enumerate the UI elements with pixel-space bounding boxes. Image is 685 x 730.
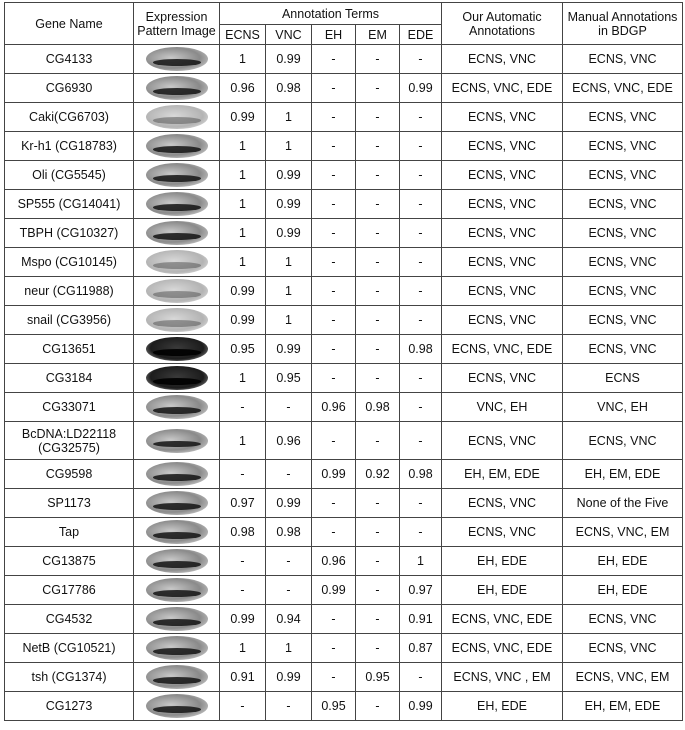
ede-header: EDE bbox=[400, 25, 442, 45]
automatic-annotation-cell: ECNS, VNC, EDE bbox=[442, 605, 563, 634]
vnc-score-cell: 0.99 bbox=[266, 663, 312, 692]
ede-score-cell: - bbox=[400, 489, 442, 518]
embryo-image bbox=[146, 163, 208, 187]
ecns-score-cell: 1 bbox=[220, 190, 266, 219]
table-row bbox=[5, 219, 683, 248]
embryo-image bbox=[146, 520, 208, 544]
automatic-annotation-cell: ECNS, VNC, EDE bbox=[442, 74, 563, 103]
ecns-score-cell: 1 bbox=[220, 248, 266, 277]
embryo-image bbox=[146, 462, 208, 486]
expression-image-cell bbox=[134, 132, 220, 161]
expression-image-cell bbox=[134, 489, 220, 518]
em-score-cell: - bbox=[356, 190, 400, 219]
ede-score-cell: - bbox=[400, 364, 442, 393]
vnc-score-cell: 0.98 bbox=[266, 74, 312, 103]
table-row bbox=[5, 422, 683, 460]
table-row bbox=[5, 605, 683, 634]
em-score-cell: - bbox=[356, 45, 400, 74]
gene-name-cell: neur (CG11988) bbox=[5, 277, 134, 306]
em-score-cell: - bbox=[356, 132, 400, 161]
table-row bbox=[5, 335, 683, 364]
vnc-score-cell: 0.99 bbox=[266, 45, 312, 74]
ecns-header: ECNS bbox=[220, 25, 266, 45]
gene-name-cell: tsh (CG1374) bbox=[5, 663, 134, 692]
automatic-annotation-cell: VNC, EH bbox=[442, 393, 563, 422]
ede-score-cell: - bbox=[400, 45, 442, 74]
ede-score-cell: - bbox=[400, 422, 442, 460]
expression-image-cell bbox=[134, 576, 220, 605]
embryo-image bbox=[146, 221, 208, 245]
expression-image-cell bbox=[134, 364, 220, 393]
embryo-image bbox=[146, 192, 208, 216]
em-score-cell: 0.98 bbox=[356, 393, 400, 422]
ecns-score-cell: - bbox=[220, 576, 266, 605]
em-score-cell: - bbox=[356, 605, 400, 634]
manual-annotation-cell: ECNS, VNC bbox=[563, 335, 683, 364]
eh-score-cell: - bbox=[312, 605, 356, 634]
eh-score-cell: - bbox=[312, 518, 356, 547]
eh-score-cell: - bbox=[312, 190, 356, 219]
automatic-annotation-cell: ECNS, VNC , EM bbox=[442, 663, 563, 692]
em-score-cell: - bbox=[356, 489, 400, 518]
eh-score-cell: - bbox=[312, 103, 356, 132]
table-row bbox=[5, 132, 683, 161]
eh-score-cell: - bbox=[312, 161, 356, 190]
gene-name-cell: CG13651 bbox=[5, 335, 134, 364]
automatic-annotation-cell: EH, EDE bbox=[442, 547, 563, 576]
gene-name-cell: Mspo (CG10145) bbox=[5, 248, 134, 277]
ecns-score-cell: 0.99 bbox=[220, 103, 266, 132]
em-score-cell: - bbox=[356, 161, 400, 190]
em-score-cell: - bbox=[356, 634, 400, 663]
eh-score-cell: - bbox=[312, 45, 356, 74]
automatic-annotations-header: Our Automatic Annotations bbox=[442, 3, 563, 45]
vnc-score-cell: 0.99 bbox=[266, 489, 312, 518]
em-score-cell: 0.95 bbox=[356, 663, 400, 692]
table-row bbox=[5, 74, 683, 103]
automatic-annotation-cell: ECNS, VNC, EDE bbox=[442, 335, 563, 364]
table-row bbox=[5, 489, 683, 518]
manual-annotation-cell: ECNS, VNC bbox=[563, 219, 683, 248]
automatic-annotation-cell: ECNS, VNC bbox=[442, 277, 563, 306]
manual-annotation-cell: ECNS, VNC bbox=[563, 634, 683, 663]
gene-name-cell: CG9598 bbox=[5, 460, 134, 489]
eh-score-cell: - bbox=[312, 306, 356, 335]
expression-image-cell bbox=[134, 663, 220, 692]
ede-score-cell: - bbox=[400, 663, 442, 692]
automatic-annotation-cell: ECNS, VNC bbox=[442, 132, 563, 161]
table-row bbox=[5, 393, 683, 422]
expression-image-cell bbox=[134, 103, 220, 132]
vnc-score-cell: 1 bbox=[266, 248, 312, 277]
table-row bbox=[5, 576, 683, 605]
automatic-annotation-cell: ECNS, VNC bbox=[442, 190, 563, 219]
expression-image-cell bbox=[134, 692, 220, 721]
ede-score-cell: - bbox=[400, 219, 442, 248]
expression-image-cell bbox=[134, 634, 220, 663]
ede-score-cell: 0.87 bbox=[400, 634, 442, 663]
ede-score-cell: 0.91 bbox=[400, 605, 442, 634]
ecns-score-cell: 1 bbox=[220, 634, 266, 663]
manual-annotation-cell: ECNS, VNC bbox=[563, 190, 683, 219]
eh-score-cell: 0.96 bbox=[312, 547, 356, 576]
manual-annotation-cell: ECNS, VNC bbox=[563, 277, 683, 306]
gene-name-cell: Oli (CG5545) bbox=[5, 161, 134, 190]
ecns-score-cell: - bbox=[220, 692, 266, 721]
eh-score-cell: - bbox=[312, 248, 356, 277]
eh-score-cell: - bbox=[312, 132, 356, 161]
expression-image-cell bbox=[134, 161, 220, 190]
eh-header: EH bbox=[312, 25, 356, 45]
ecns-score-cell: 0.91 bbox=[220, 663, 266, 692]
table-body bbox=[5, 45, 683, 721]
gene-name-cell: snail (CG3956) bbox=[5, 306, 134, 335]
ecns-score-cell: 1 bbox=[220, 364, 266, 393]
eh-score-cell: - bbox=[312, 489, 356, 518]
table-row bbox=[5, 692, 683, 721]
automatic-annotation-cell: ECNS, VNC bbox=[442, 219, 563, 248]
vnc-score-cell: 0.94 bbox=[266, 605, 312, 634]
ede-score-cell: - bbox=[400, 393, 442, 422]
automatic-annotation-cell: ECNS, VNC bbox=[442, 422, 563, 460]
manual-annotation-cell: ECNS, VNC bbox=[563, 248, 683, 277]
automatic-annotation-cell: ECNS, VNC bbox=[442, 103, 563, 132]
em-score-cell: - bbox=[356, 219, 400, 248]
embryo-image bbox=[146, 491, 208, 515]
ecns-score-cell: 1 bbox=[220, 132, 266, 161]
expression-image-cell bbox=[134, 335, 220, 364]
expression-image-cell bbox=[134, 547, 220, 576]
table-row bbox=[5, 460, 683, 489]
gene-name-cell: SP1173 bbox=[5, 489, 134, 518]
gene-name-header: Gene Name bbox=[5, 3, 134, 45]
table-row bbox=[5, 45, 683, 74]
gene-name-cell: BcDNA:LD22118 (CG32575) bbox=[5, 422, 134, 460]
automatic-annotation-cell: ECNS, VNC bbox=[442, 489, 563, 518]
table-row bbox=[5, 103, 683, 132]
em-header: EM bbox=[356, 25, 400, 45]
ede-score-cell: - bbox=[400, 248, 442, 277]
eh-score-cell: - bbox=[312, 74, 356, 103]
expression-image-cell bbox=[134, 306, 220, 335]
embryo-image bbox=[146, 429, 208, 453]
annotation-terms-header: Annotation Terms bbox=[220, 3, 442, 25]
em-score-cell: - bbox=[356, 335, 400, 364]
manual-annotation-cell: EH, EDE bbox=[563, 576, 683, 605]
em-score-cell: 0.92 bbox=[356, 460, 400, 489]
table-row bbox=[5, 364, 683, 393]
table-row bbox=[5, 190, 683, 219]
manual-annotation-cell: EH, EDE bbox=[563, 547, 683, 576]
eh-score-cell: - bbox=[312, 219, 356, 248]
vnc-score-cell: 1 bbox=[266, 306, 312, 335]
embryo-image bbox=[146, 47, 208, 71]
ede-score-cell: 0.99 bbox=[400, 74, 442, 103]
ede-score-cell: 1 bbox=[400, 547, 442, 576]
automatic-annotation-cell: ECNS, VNC bbox=[442, 161, 563, 190]
expression-image-cell bbox=[134, 605, 220, 634]
embryo-image bbox=[146, 395, 208, 419]
manual-annotation-cell: ECNS, VNC bbox=[563, 161, 683, 190]
table-row bbox=[5, 161, 683, 190]
vnc-score-cell: - bbox=[266, 547, 312, 576]
gene-name-cell: CG33071 bbox=[5, 393, 134, 422]
ecns-score-cell: 0.99 bbox=[220, 605, 266, 634]
ede-score-cell: - bbox=[400, 306, 442, 335]
embryo-image bbox=[146, 607, 208, 631]
manual-annotations-header: Manual Annotations in BDGP bbox=[563, 3, 683, 45]
annotation-table bbox=[4, 2, 683, 721]
vnc-score-cell: 0.99 bbox=[266, 219, 312, 248]
table-row bbox=[5, 663, 683, 692]
automatic-annotation-cell: ECNS, VNC bbox=[442, 248, 563, 277]
manual-annotation-cell: ECNS, VNC bbox=[563, 103, 683, 132]
vnc-score-cell: 0.95 bbox=[266, 364, 312, 393]
ecns-score-cell: 1 bbox=[220, 161, 266, 190]
gene-name-cell: CG17786 bbox=[5, 576, 134, 605]
embryo-image bbox=[146, 578, 208, 602]
embryo-image bbox=[146, 636, 208, 660]
embryo-image bbox=[146, 279, 208, 303]
ede-score-cell: 0.98 bbox=[400, 460, 442, 489]
expression-image-cell bbox=[134, 518, 220, 547]
eh-score-cell: - bbox=[312, 335, 356, 364]
gene-name-cell: TBPH (CG10327) bbox=[5, 219, 134, 248]
automatic-annotation-cell: EH, EDE bbox=[442, 576, 563, 605]
expression-image-cell bbox=[134, 277, 220, 306]
eh-score-cell: 0.95 bbox=[312, 692, 356, 721]
automatic-annotation-cell: ECNS, VNC, EDE bbox=[442, 634, 563, 663]
manual-annotation-cell: ECNS, VNC bbox=[563, 132, 683, 161]
ecns-score-cell: 1 bbox=[220, 219, 266, 248]
ecns-score-cell: 0.99 bbox=[220, 277, 266, 306]
table-row bbox=[5, 306, 683, 335]
automatic-annotation-cell: ECNS, VNC bbox=[442, 306, 563, 335]
expression-image-cell bbox=[134, 422, 220, 460]
eh-score-cell: - bbox=[312, 663, 356, 692]
ecns-score-cell: - bbox=[220, 460, 266, 489]
ede-score-cell: 0.97 bbox=[400, 576, 442, 605]
manual-annotation-cell: EH, EM, EDE bbox=[563, 692, 683, 721]
expression-image-cell bbox=[134, 393, 220, 422]
gene-name-cell: CG1273 bbox=[5, 692, 134, 721]
manual-annotation-cell: ECNS bbox=[563, 364, 683, 393]
eh-score-cell: - bbox=[312, 277, 356, 306]
embryo-image bbox=[146, 76, 208, 100]
ede-score-cell: - bbox=[400, 190, 442, 219]
embryo-image bbox=[146, 250, 208, 274]
vnc-score-cell: - bbox=[266, 576, 312, 605]
table-row bbox=[5, 277, 683, 306]
manual-annotation-cell: ECNS, VNC, EM bbox=[563, 518, 683, 547]
ede-score-cell: - bbox=[400, 132, 442, 161]
ecns-score-cell: 0.96 bbox=[220, 74, 266, 103]
em-score-cell: - bbox=[356, 103, 400, 132]
automatic-annotation-cell: ECNS, VNC bbox=[442, 364, 563, 393]
manual-annotation-cell: ECNS, VNC bbox=[563, 306, 683, 335]
eh-score-cell: 0.99 bbox=[312, 576, 356, 605]
ede-score-cell: - bbox=[400, 103, 442, 132]
vnc-score-cell: - bbox=[266, 393, 312, 422]
eh-score-cell: 0.96 bbox=[312, 393, 356, 422]
expression-image-cell bbox=[134, 248, 220, 277]
gene-name-cell: Tap bbox=[5, 518, 134, 547]
eh-score-cell: - bbox=[312, 634, 356, 663]
gene-name-cell: CG3184 bbox=[5, 364, 134, 393]
table-row bbox=[5, 248, 683, 277]
embryo-image bbox=[146, 665, 208, 689]
em-score-cell: - bbox=[356, 576, 400, 605]
em-score-cell: - bbox=[356, 277, 400, 306]
manual-annotation-cell: ECNS, VNC bbox=[563, 45, 683, 74]
em-score-cell: - bbox=[356, 364, 400, 393]
em-score-cell: - bbox=[356, 306, 400, 335]
embryo-image bbox=[146, 134, 208, 158]
ecns-score-cell: 0.99 bbox=[220, 306, 266, 335]
manual-annotation-cell: EH, EM, EDE bbox=[563, 460, 683, 489]
embryo-image bbox=[146, 105, 208, 129]
ecns-score-cell: 0.95 bbox=[220, 335, 266, 364]
vnc-score-cell: 1 bbox=[266, 103, 312, 132]
embryo-image bbox=[146, 694, 208, 718]
em-score-cell: - bbox=[356, 74, 400, 103]
embryo-image bbox=[146, 337, 208, 361]
gene-name-cell: CG4133 bbox=[5, 45, 134, 74]
ede-score-cell: - bbox=[400, 277, 442, 306]
ecns-score-cell: - bbox=[220, 547, 266, 576]
automatic-annotation-cell: EH, EDE bbox=[442, 692, 563, 721]
embryo-image bbox=[146, 308, 208, 332]
automatic-annotation-cell: ECNS, VNC bbox=[442, 45, 563, 74]
vnc-score-cell: 0.99 bbox=[266, 190, 312, 219]
expression-image-cell bbox=[134, 460, 220, 489]
vnc-score-cell: 0.98 bbox=[266, 518, 312, 547]
expression-image-cell bbox=[134, 45, 220, 74]
ede-score-cell: 0.99 bbox=[400, 692, 442, 721]
ecns-score-cell: - bbox=[220, 393, 266, 422]
manual-annotation-cell: ECNS, VNC, EM bbox=[563, 663, 683, 692]
ede-score-cell: - bbox=[400, 518, 442, 547]
automatic-annotation-cell: ECNS, VNC bbox=[442, 518, 563, 547]
vnc-score-cell: 0.99 bbox=[266, 335, 312, 364]
ecns-score-cell: 1 bbox=[220, 422, 266, 460]
expression-image-header: Expression Pattern Image bbox=[134, 3, 220, 45]
em-score-cell: - bbox=[356, 692, 400, 721]
vnc-score-cell: 0.99 bbox=[266, 161, 312, 190]
table-row bbox=[5, 518, 683, 547]
em-score-cell: - bbox=[356, 518, 400, 547]
em-score-cell: - bbox=[356, 248, 400, 277]
eh-score-cell: 0.99 bbox=[312, 460, 356, 489]
vnc-score-cell: 1 bbox=[266, 132, 312, 161]
eh-score-cell: - bbox=[312, 364, 356, 393]
table-row bbox=[5, 634, 683, 663]
gene-name-cell: NetB (CG10521) bbox=[5, 634, 134, 663]
ecns-score-cell: 1 bbox=[220, 45, 266, 74]
eh-score-cell: - bbox=[312, 422, 356, 460]
manual-annotation-cell: ECNS, VNC bbox=[563, 422, 683, 460]
vnc-score-cell: 1 bbox=[266, 634, 312, 663]
vnc-score-cell: - bbox=[266, 460, 312, 489]
vnc-score-cell: 1 bbox=[266, 277, 312, 306]
ede-score-cell: 0.98 bbox=[400, 335, 442, 364]
vnc-score-cell: 0.96 bbox=[266, 422, 312, 460]
gene-name-cell: CG4532 bbox=[5, 605, 134, 634]
expression-image-cell bbox=[134, 219, 220, 248]
table-row bbox=[5, 547, 683, 576]
gene-name-cell: CG13875 bbox=[5, 547, 134, 576]
embryo-image bbox=[146, 366, 208, 390]
manual-annotation-cell: ECNS, VNC bbox=[563, 605, 683, 634]
expression-image-cell bbox=[134, 74, 220, 103]
manual-annotation-cell: VNC, EH bbox=[563, 393, 683, 422]
gene-name-cell: Caki(CG6703) bbox=[5, 103, 134, 132]
gene-name-cell: CG6930 bbox=[5, 74, 134, 103]
ecns-score-cell: 0.97 bbox=[220, 489, 266, 518]
vnc-score-cell: - bbox=[266, 692, 312, 721]
gene-name-cell: Kr-h1 (CG18783) bbox=[5, 132, 134, 161]
ecns-score-cell: 0.98 bbox=[220, 518, 266, 547]
manual-annotation-cell: None of the Five bbox=[563, 489, 683, 518]
embryo-image bbox=[146, 549, 208, 573]
expression-image-cell bbox=[134, 190, 220, 219]
manual-annotation-cell: ECNS, VNC, EDE bbox=[563, 74, 683, 103]
em-score-cell: - bbox=[356, 547, 400, 576]
em-score-cell: - bbox=[356, 422, 400, 460]
automatic-annotation-cell: EH, EM, EDE bbox=[442, 460, 563, 489]
ede-score-cell: - bbox=[400, 161, 442, 190]
gene-name-cell: SP555 (CG14041) bbox=[5, 190, 134, 219]
vnc-header: VNC bbox=[266, 25, 312, 45]
